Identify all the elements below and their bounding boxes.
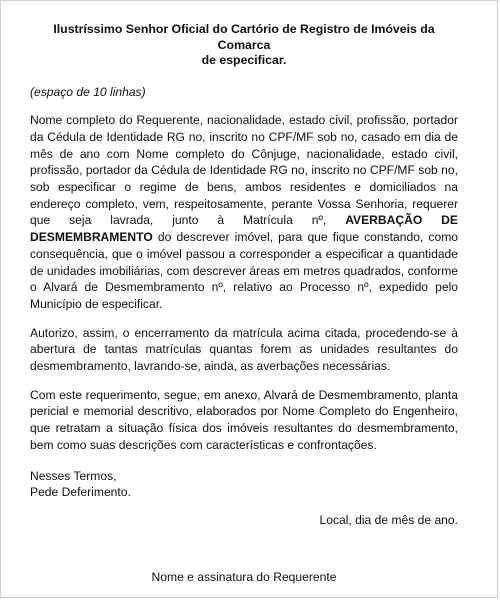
request-text-end: do descrever imóvel, para que fique constando, como consequência, que o imóvel passou a corresponder a especificar a quantidade de unidades imobiliárias, com descrever áreas em metros quadrados, conforme o Alvará de Desmembramento nº, relativo ao Processo nº, expedido pelo Município de especificar.: [30, 230, 458, 311]
closing-line-2: Pede Deferimento.: [30, 485, 131, 500]
attachments-paragraph: Com este requerimento, segue, em anexo, Alvará de Desmembramento, planta pericial e memorial descritivo, elaborados por Nome Completo do Engenheiro, que retratam a situação física dos imóveis resultantes do desmembramento, bem como suas descrições com características e confrontações.: [30, 387, 458, 452]
addressee-heading: [30, 22, 458, 69]
request-text-start: Nome completo do Requerente, nacionalidade, estado civil, profissão, portador da Cédula de Identidade RG no, inscrito no CPF/MF sob no, casado em dia de mês de ano com Nome completo do Cônjuge, nacionalidade, estado civil, profissão, portador da Cédula de Identidade RG no, inscrito no CPF/MF sob no, sob especificar o regime de bens, ambos residentes e domiciliados na endereço completo, vem, respeitosamente, perante Vossa Senhoria, requerer que seja lavrada, junto à Matrícula nº,: [30, 113, 458, 228]
request-paragraph: [30, 112, 458, 312]
request-bold-term: AVERBAÇÃO DE DESMEMBRAMENTO: [30, 213, 458, 245]
addressee-line-1: Ilustríssimo Senhor Oficial do Cartório de Registro de Imóveis da Comarca: [53, 22, 435, 52]
document-body: [30, 22, 458, 585]
addressee-line-2: de especificar.: [201, 53, 287, 67]
signature-line: Nome e assinatura do Requerente: [151, 569, 337, 584]
authorization-paragraph: Autorizo, assim, o encerramento da matrícula acima citada, procedendo-se à abertura de tantas matrículas quantas forem as unidades resultantes do desmembramento, lavrando-se, ainda, as averbações necessárias.: [30, 325, 458, 374]
closing-block: [30, 468, 458, 501]
closing-line-1: Nesses Termos,: [30, 468, 117, 483]
spacing-note: (espaço de 10 linhas): [30, 84, 146, 99]
place-date: Local, dia de mês de ano.: [319, 512, 458, 527]
